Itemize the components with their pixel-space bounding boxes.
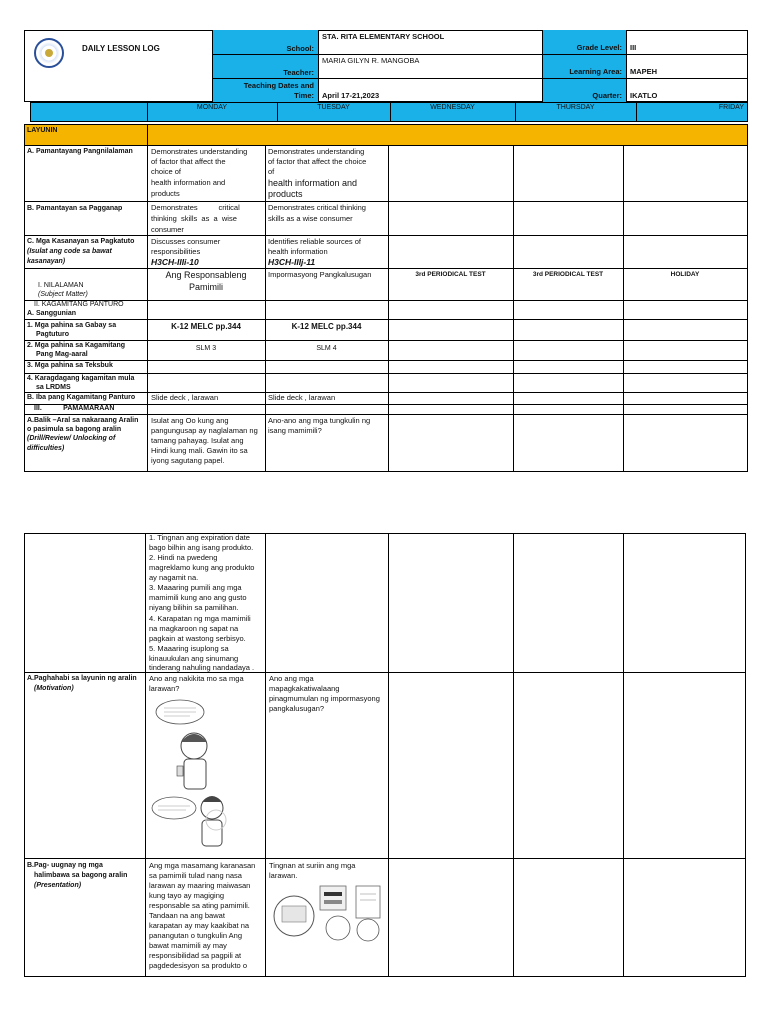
nilalaman-label-1: I. NILALAMAN <box>38 282 84 289</box>
magaaral-tuesday: SLM 4 <box>316 345 337 352</box>
teksbuk-label: 3. Mga pahina sa Teksbuk <box>27 362 113 369</box>
iba-tuesday: Slide deck , larawan <box>268 393 336 402</box>
dates-label-2: Time: <box>294 91 314 100</box>
teacher-label: Teacher: <box>283 68 314 77</box>
row-c-label-3: kasanayan) <box>27 258 66 265</box>
sanggunian-label: A. Sanggunian <box>27 310 76 317</box>
day-monday: MONDAY <box>196 104 228 111</box>
day-tuesday: TUESDAY <box>317 104 350 111</box>
nilalaman-tuesday: Impormasyong Pangkalusugan <box>268 270 372 279</box>
nilalaman-thursday: 3rd PERIODICAL TEST <box>532 271 604 278</box>
gabay-monday: K-12 MELC pp.344 <box>171 322 241 331</box>
school-label: School: <box>286 44 314 53</box>
presentation-label-2: halimbawa sa bagong aralin <box>34 872 128 879</box>
sources-illustration <box>268 882 384 942</box>
balik-label-4: difficulties) <box>27 445 65 452</box>
day-thursday: THURSDAY <box>556 104 595 111</box>
area-value: MAPEH <box>630 67 658 76</box>
balik-label-1: A.Balik –Aral sa nakaraang Aralin <box>27 417 139 424</box>
doc-title: DAILY LESSON LOG <box>82 44 160 53</box>
kagamitan-label: II. KAGAMITANG PANTURO <box>34 301 124 308</box>
grade-value: III <box>630 43 637 52</box>
gabay-label-2: Pagtuturo <box>36 331 70 338</box>
layunin-label: LAYUNIN <box>27 127 58 134</box>
teacher-value: MARIA GILYN R. MANGOBA <box>322 56 420 65</box>
code-tuesday: H3CH-IIIj-11 <box>268 257 316 267</box>
dates-value: April 17-21,2023 <box>322 91 380 100</box>
row-a-label: A. Pamantayang Pangnilalaman <box>27 148 133 155</box>
cartoon-illustration <box>150 696 236 854</box>
row-b-label: B. Pamantayan sa Pagganap <box>27 205 123 212</box>
day-wednesday: WEDNESDAY <box>430 104 475 111</box>
karagdagan-label-1: 4. Karagdagang kagamitan mula <box>27 375 135 382</box>
magaaral-monday: SLM 3 <box>195 345 217 352</box>
motivation-label-1: A.Paghahabi sa layunin ng aralin <box>27 675 137 682</box>
grade-label: Grade Level: <box>576 43 622 52</box>
quarter-label: Quarter: <box>592 91 622 100</box>
iba-label: B. Iba pang Kagamitang Panturo <box>27 394 136 401</box>
page-1: DAILY LESSON LOG School: STA. RITA ELEMENTARY SCHOOL Teacher: MARIA GILYN R. MANGOBA Teaching Dates and Time: April 17-21,2023 Grade Level: III Learning Area: MAPEH Quarter: IKATLO MONDAY TUESDAY WEDNESDAY THURSDAY FRIDAY LAYUNIN A. Pamantayang Pangnilalaman Demonstrates understanding of factor that affect the choice of health information and products Demonstrates understanding of factor that affect the choice of health information and products B. Pamantayan sa Pagganap Demonstrates critical thinking skills as a wise consumer Demonstrates critical thinking skills as a wise consumer C. Mga Kasanayan sa Pagkatuto (Isulat ang code sa bawat kasanayan) Discusses consumer responsibilities H3CH-IIIi-10 Identifies reliable sources of health information H3CH-IIIj-11 I. NILALAMAN (Subject Matter) Ang Responsableng Pamimili Impormasyong Pangkalusugan 3rd PERIODICAL TEST 3rd PERIODICAL TEST HOLIDAY II. KAGAMITANG PANTURO A. Sanggunian 1. Mga pahina sa Gabay sa Pagtuturo K-12 MELC pp.344 K-12 MELC pp.344 2. Mga pahina sa Kagamitang Pang Mag-aaral SLM 3 SLM 4 3. Mga pahina sa Teksbuk 4. Karagdagang kagamitan mula sa LRDMS B. Iba pang Kagamitang Panturo Slide deck , larawan Slide deck , larawan III. PAMAMARAAN A.Balik –Aral sa nakaraang Aralin o pasimula sa bagong aralin (Drill/Review/ Unlocking of difficulties) Isulat ang Oo kung ang pangungusap ay naglalaman ng tamang pahayag. Isulat ang Hindi kung mali. Gawin ito sa iyong sagutang papel. Ano-ano ang mga tungkulin ng isang mamimili? <box>0 0 768 480</box>
day-friday: FRIDAY <box>718 104 744 111</box>
magaaral-label-1: 2. Mga pahina sa Kagamitang <box>27 342 126 349</box>
row-c-label-1: C. Mga Kasanayan sa Pagkatuto <box>27 238 135 245</box>
area-label: Learning Area: <box>569 67 622 76</box>
iba-monday: Slide deck , larawan <box>151 393 219 402</box>
nilalaman-label-2: (Subject Matter) <box>38 291 88 298</box>
presentation-label-3: (Presentation) <box>34 882 82 889</box>
deped-seal-icon <box>34 38 64 68</box>
magaaral-label-2: Pang Mag-aaral <box>36 351 88 358</box>
pamamaraan-label: III. PAMAMARAAN <box>34 405 115 412</box>
gabay-label-1: 1. Mga pahina sa Gabay sa <box>27 322 117 329</box>
dates-label-1: Teaching Dates and <box>243 81 314 90</box>
nilalaman-wednesday: 3rd PERIODICAL TEST <box>415 271 486 278</box>
balik-label-3: (Drill/Review/ Unlocking of <box>27 435 116 442</box>
row-c-label-2: (Isulat ang code sa bawat <box>27 248 112 255</box>
school-value: STA. RITA ELEMENTARY SCHOOL <box>322 32 445 41</box>
code-monday: H3CH-IIIi-10 <box>151 257 199 267</box>
balik-label-2: o pasimula sa bagong aralin <box>27 426 122 433</box>
gabay-tuesday: K-12 MELC pp.344 <box>291 322 362 331</box>
motivation-label-2: (Motivation) <box>34 685 74 692</box>
lesson-table-2 <box>24 533 746 977</box>
quarter-value: IKATLO <box>630 91 658 100</box>
presentation-label-1: B.Pag- uugnay ng mga <box>27 862 103 869</box>
layunin-row <box>25 125 747 145</box>
nilalaman-friday: HOLIDAY <box>670 271 700 278</box>
karagdagan-label-2: sa LRDMS <box>36 384 71 391</box>
page-2: 1. Tingnan ang expiration date bago bilhin ang isang produkto. 2. Hindi na pwedeng magreklamo kung ang produkto ay nagamit na. 3. Maaaring pumili ang mga mamimili kung ano ang gusto niyang bilihin sa pamilihan. 4. Karapatan ng mga mamimili na magkaroon ng sapat na pagkain at wastong serbisyo. 5. Maaaring isuplong sa kinauukulan ang sinumang tinderang nahuling nandadaya . A.Paghahabi sa layunin ng aralin (Motivation) Ano ang nakikita mo sa mga larawan? Ano ang mga mapagkakatiwalaang pinagmumulan ng impormasyong pangkalusugan? B.Pag- uugnay ng mga halimbawa sa bagong aralin (Presentation) Ang mga masamang karanasan sa pamimili tulad nang nasa larawan ay maaring maiwasan kung tayo ay magiging responsable sa ating pamimili. Tandaan na ang bawat karapatan ay may kaakibat na panangutan o tungkulin Ang bawat mamimili ay may responsibilidad sa pagpili at pagdedesisyon sa produkto o Tingnan at suriin ang mga larawan. <box>0 530 768 1024</box>
